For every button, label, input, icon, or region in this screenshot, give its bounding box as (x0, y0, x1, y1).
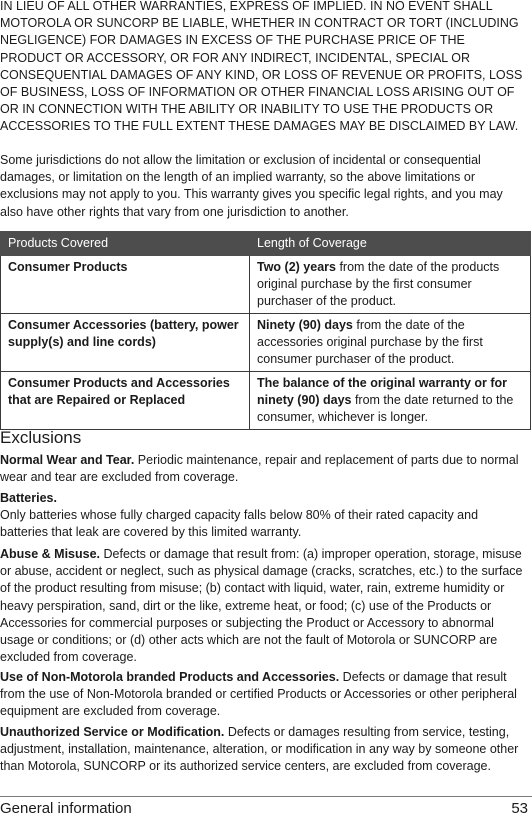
coverage-cell (250, 256, 531, 314)
legal-disclaimer-caps: IN LIEU OF ALL OTHER WARRANTIES, EXPRESS OF IMPLIED. IN NO EVENT SHALL MOTOROLA OR SUNCORP BE LIABLE, WHETHER IN CONTRACT OR TORT (INCLUDING NEGLIGENCE) FOR DAMAGES IN EXCESS OF THE PURCHASE PRICE OF THE PRODUCT OR ACCESSORY, OR FOR ANY INDIRECT, INCIDENTAL, SPECIAL OR CONSEQUENTIAL DAMAGES OF ANY KIND, OR LOSS OF REVENUE OR PROFITS, LOSS OF BUSINESS, LOSS OF INFORMATION OR OTHER FINANCIAL LOSS ARISING OUT OF OR IN CONNECTION WITH THE ABILITY OR INABILITY TO USE THE PRODUCTS OR ACCESSORIES TO THE FULL EXTENT THESE DAMAGES MAY BE DISCLAIMED BY LAW. (0, 0, 523, 134)
exclusion-normal-wear (0, 452, 528, 486)
coverage-cell (250, 372, 531, 430)
coverage-table (0, 231, 531, 430)
table-row (1, 314, 531, 372)
product-cell: Consumer Accessories (battery, power supply(s) and line cords) (1, 314, 250, 372)
coverage-detail: from the date of the accessories original purchase by the first consumer purchaser of the product. (257, 318, 483, 366)
exclusion-text: Defects or damage that result from the use of Non-Motorola branded or certified Products or Accessories or other peripheral equipment are excluded from coverage. (0, 670, 517, 719)
table-row (1, 256, 531, 314)
exclusion-non-motorola (0, 669, 528, 721)
exclusion-text: Periodic maintenance, repair and replacement of parts due to normal wear and tear are excluded from coverage. (0, 453, 519, 485)
coverage-period: The balance of the original warranty or for ninety (90) days (257, 376, 508, 407)
exclusion-batteries (0, 490, 528, 542)
coverage-period: Ninety (90) days (257, 318, 353, 332)
footer-section-title: General information (0, 800, 132, 817)
page-number: 53 (511, 800, 528, 817)
exclusion-lead: Unauthorized Service or Modification. (0, 725, 225, 739)
coverage-table-header (1, 232, 531, 256)
coverage-period: Two (2) years (257, 260, 336, 274)
exclusion-lead: Use of Non-Motorola branded Products and Accessories. (0, 670, 340, 684)
product-cell: Consumer Products and Accessories that are Repaired or Replaced (1, 372, 250, 430)
exclusion-text: Defects or damages resulting from service, testing, adjustment, installation, maintenance, alteration, or modification in any way by someone other than Motorola, SUNCORP or its authorized service centers, are excluded from coverage. (0, 725, 519, 774)
exclusion-unauthorized-service (0, 724, 528, 776)
coverage-detail: from the date of the products original purchase by the first consumer purchaser of the product. (257, 260, 500, 308)
jurisdiction-paragraph: Some jurisdictions do not allow the limitation or exclusion of incidental or consequential damages, or limitation on the length of an implied warranty, so the above limitations or exclusions may not apply to you. This warranty gives you specific legal rights, and you may also have other rights that vary from one jurisdiction to another. (0, 153, 503, 219)
product-cell: Consumer Products (1, 256, 250, 314)
coverage-cell (250, 314, 531, 372)
header-length-of-coverage: Length of Coverage (250, 232, 531, 256)
footer-divider (0, 796, 532, 797)
exclusion-lead: Abuse & Misuse. (0, 547, 101, 561)
exclusions-heading: Exclusions (0, 428, 82, 447)
header-products-covered: Products Covered (1, 232, 250, 256)
exclusion-text: Only batteries whose fully charged capacity falls below 80% of their rated capacity and batteries that leak are covered by this limited warranty. (0, 508, 479, 540)
exclusion-lead: Normal Wear and Tear. (0, 453, 135, 467)
coverage-detail: from the date returned to the consumer, whichever is longer. (257, 393, 514, 424)
table-row (1, 372, 531, 430)
exclusion-lead: Batteries. (0, 491, 57, 505)
exclusion-abuse-misuse (0, 546, 528, 666)
exclusion-text: Defects or damage that result from: (a) improper operation, storage, misuse or abuse, accident or neglect, such as physical damage (cracks, scratches, etc.) to the surface of the product resulting from misuse; (b) contact with liquid, water, rain, extreme humidity or heavy perspiration, sand, dirt or the like, extreme heat, or food; (c) use of the Products or Accessories for commercial purposes or subjecting the Product or Accessory to abnormal usage or conditions; or (d) other acts which are not the fault of Motorola or SUNCORP are excluded from coverage. (0, 547, 523, 665)
